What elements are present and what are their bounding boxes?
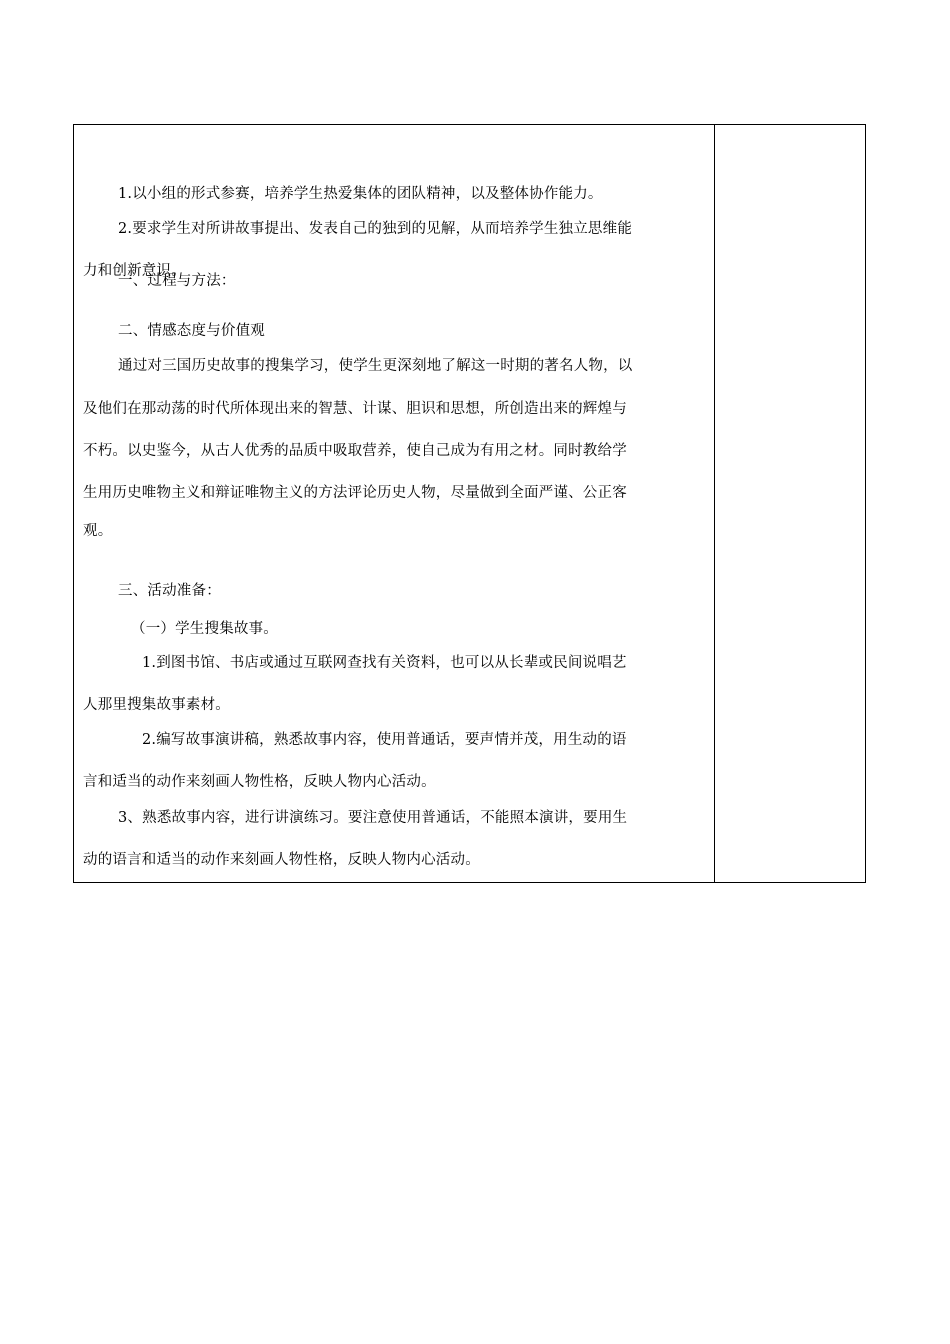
- section3-item2-line1: 2.编写故事演讲稿，熟悉故事内容，使用普通话，要声情并茂，用生动的语: [142, 732, 627, 748]
- section3-sub1: （一）学生搜集故事。: [131, 621, 278, 637]
- section1-item2-line2: 力和创新意识。: [83, 263, 186, 279]
- section3-item2-line2: 言和适当的动作来刻画人物性格，反映人物内心活动。: [83, 774, 436, 790]
- section1-heading: 一、过程与方法：: [118, 273, 236, 289]
- section2-line3: 不朽。以史鉴今，从古人优秀的品质中吸取营养，使自己成为有用之材。同时教给学: [83, 443, 627, 459]
- section1-item1: 1.以小组的形式参赛，培养学生热爱集体的团队精神，以及整体协作能力。: [118, 186, 603, 202]
- section2-heading: 二、情感态度与价值观: [118, 323, 265, 339]
- section1-item2-line1: 2.要求学生对所讲故事提出、发表自己的独到的见解，从而培养学生独立思维能: [118, 221, 633, 237]
- section2-line4: 生用历史唯物主义和辩证唯物主义的方法评论历史人物，尽量做到全面严谨、公正客: [83, 485, 627, 501]
- section3-item1-line2: 人那里搜集故事素材。: [83, 697, 230, 713]
- content-table: [73, 124, 866, 883]
- section2-line5: 观。: [83, 523, 113, 539]
- section3-item3-line1: 3、熟悉故事内容，进行讲演练习。要注意使用普通话，不能照本演讲，要用生: [118, 810, 628, 826]
- main-content-cell: [74, 125, 715, 882]
- section3-item3-line2: 动的语言和适当的动作来刻画人物性格，反映人物内心活动。: [83, 852, 480, 868]
- section3-item1-line1: 1.到图书馆、书店或通过互联网查找有关资料，也可以从长辈或民间说唱艺: [142, 655, 627, 671]
- side-empty-cell: [715, 125, 865, 882]
- section3-heading: 三、活动准备：: [118, 583, 221, 599]
- section2-line1: 通过对三国历史故事的搜集学习，使学生更深刻地了解这一时期的著名人物，以: [118, 358, 633, 374]
- section2-line2: 及他们在那动荡的时代所体现出来的智慧、计谋、胆识和思想，所创造出来的辉煌与: [83, 401, 627, 417]
